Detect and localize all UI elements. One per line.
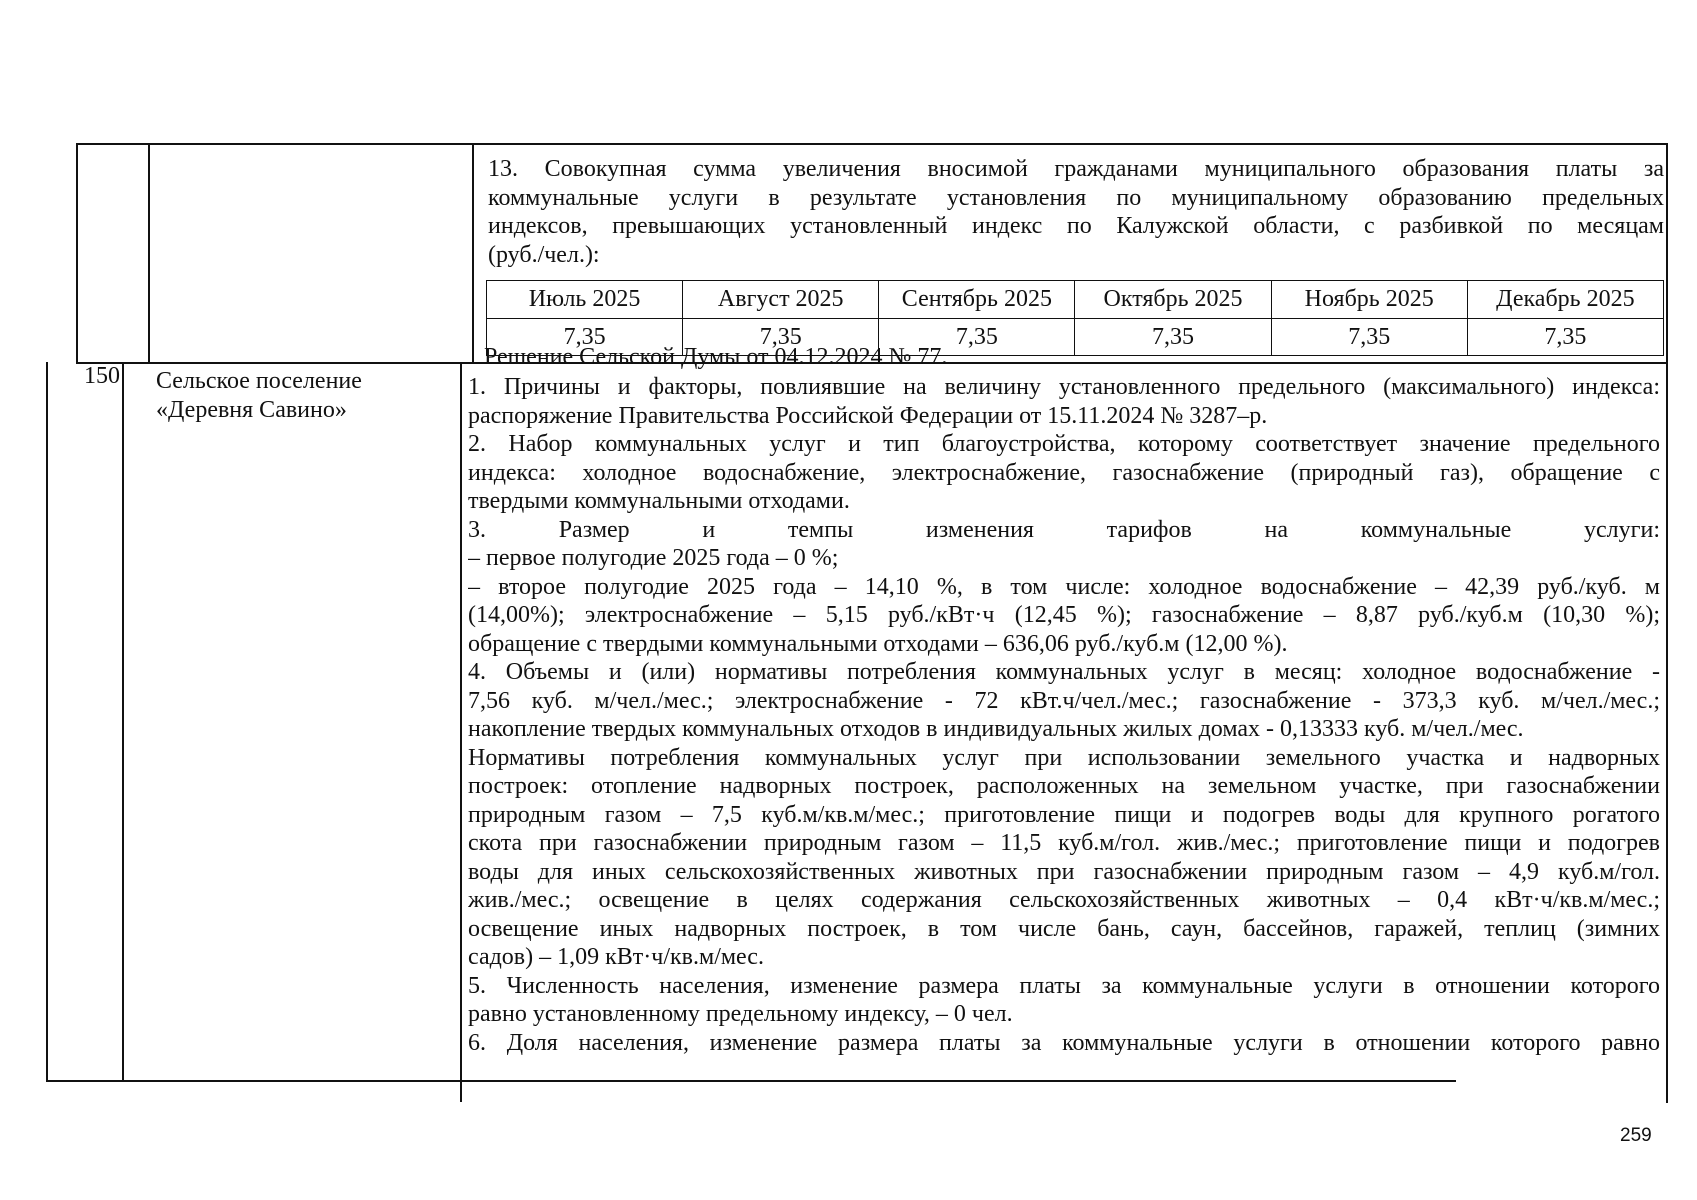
description-line: индекса: холодное водоснабжение, электроснабжение, газоснабжение (природный газ), обращение с xyxy=(468,459,1660,486)
description-line: равно установленному предельному индексу, – 0 чел. xyxy=(468,1001,1013,1027)
value-cell: 7,35 xyxy=(1075,318,1271,356)
description-line: – первое полугодие 2025 года – 0 %; xyxy=(468,545,839,571)
settlement-name-line-1: Сельское поселение xyxy=(156,368,362,394)
description-line: жив./мес.; освещение в целях содержания сельскохозяйственных животных – 0,4 кВт·ч/кв.м/мес.; xyxy=(468,887,1660,913)
table-bottom-border xyxy=(46,1080,1456,1082)
item-13-line: индексов, превышающих установленный индекс по Калужской области, с разбивкой по месяцам xyxy=(488,213,1664,239)
description-line: 4. Объемы и (или) нормативы потребления коммунальных услуг в месяц: холодное водоснабжение - xyxy=(468,659,1660,685)
month-cell: Октябрь 2025 xyxy=(1075,281,1271,319)
month-cell: Сентябрь 2025 xyxy=(879,281,1075,319)
description-line: – второе полугодие 2025 года – 14,10 %, в том числе: холодное водоснабжение – 42,39 руб./куб. м xyxy=(468,573,1660,600)
description-line: обращение с твердыми коммунальными отходами – 636,06 руб./куб.м (12,00 %). xyxy=(468,630,1288,657)
value-cell: 7,35 xyxy=(1271,318,1467,356)
value-cell: 7,35 xyxy=(879,318,1075,356)
row-number: 150 xyxy=(84,363,120,389)
description-line: 2. Набор коммунальных услуг и тип благоустройства, которому соответствует значение предельного xyxy=(468,431,1660,457)
description-line: 7,56 куб. м/чел./мес.; электроснабжение - 72 кВт.ч/чел./мес.; газоснабжение - 373,3 куб. м/чел./мес.; xyxy=(468,687,1660,714)
month-cell: Август 2025 xyxy=(683,281,879,319)
settlement-name-line-2: «Деревня Савино» xyxy=(156,397,347,423)
page-number: 259 xyxy=(1620,1125,1652,1146)
item-13-line: 13. Совокупная сумма увеличения вносимой гражданами муниципального образования платы за xyxy=(488,156,1664,182)
description-line: воды для иных сельскохозяйственных животных при газоснабжении природным газом – 4,9 куб.м/гол. xyxy=(468,858,1660,885)
description-line: 3. Размер и темпы изменения тарифов на коммунальные услуги: xyxy=(468,516,1660,543)
value-cell: 7,35 xyxy=(1467,318,1663,356)
name-column-divider-lower xyxy=(460,362,462,1102)
table-left-border-lower xyxy=(46,362,48,1082)
description-line: построек: отопление надворных построек, расположенных на земельном участке, при газоснабжении xyxy=(468,773,1660,799)
row-150-description xyxy=(468,373,1660,1057)
table-left-border xyxy=(76,143,78,363)
number-column-divider-lower xyxy=(122,362,124,1082)
description-line: 1. Причины и факторы, повлиявшие на величину установленного предельного (максимального) индекса: xyxy=(468,374,1660,400)
month-cell: Декабрь 2025 xyxy=(1467,281,1663,319)
item-13-line: коммунальные услуги в результате установления по муниципальному образованию предельных xyxy=(488,184,1664,211)
description-line: освещение иных надворных построек, в том числе бань, саун, бассейнов, гаражей, теплиц (зимних xyxy=(468,915,1660,942)
description-line: (14,00%); электроснабжение – 5,15 руб./кВт·ч (12,45 %); газоснабжение – 8,87 руб./куб.м (10,30 %); xyxy=(468,602,1660,628)
number-column-divider xyxy=(148,143,150,363)
month-cell: Июль 2025 xyxy=(487,281,683,319)
description-line: 5. Численность населения, изменение размера платы за коммунальные услуги в отношении которого xyxy=(468,972,1660,999)
table-right-border xyxy=(1666,143,1668,1103)
description-line: распоряжение Правительства Российской Федерации от 15.11.2024 № 3287–р. xyxy=(468,402,1268,429)
name-column-divider xyxy=(472,143,474,363)
description-line: накопление твердых коммунальных отходов в индивидуальных жилых домах - 0,13333 куб. м/чел./мес. xyxy=(468,716,1524,742)
item-13-line: (руб./чел.): xyxy=(488,241,600,268)
value-cell: 7,35 xyxy=(487,318,683,356)
description-line: природным газом – 7,5 куб.м/кв.м/мес.; приготовление пищи и подогрев воды для крупного рогатого xyxy=(468,801,1660,828)
value-cell: 7,35 xyxy=(683,318,879,356)
table-top-border xyxy=(76,143,1667,145)
description-line: Нормативы потребления коммунальных услуг при использовании земельного участка и надворных xyxy=(468,744,1660,771)
decision-reference: Решение Сельской Думы от 04.12.2024 № 77. xyxy=(484,344,948,370)
description-line: скота при газоснабжении природным газом – 11,5 куб.м/гол. жив./мес.; приготовление пищи и подогрев xyxy=(468,830,1660,856)
month-header-row xyxy=(487,281,1664,319)
item-13-paragraph xyxy=(488,155,1664,269)
description-line: твердыми коммунальными отходами. xyxy=(468,488,850,514)
description-line: садов) – 1,09 кВт·ч/кв.м/мес. xyxy=(468,944,764,970)
description-line: 6. Доля населения, изменение размера платы за коммунальные услуги в отношении которого равно xyxy=(468,1029,1660,1056)
month-cell: Ноябрь 2025 xyxy=(1271,281,1467,319)
